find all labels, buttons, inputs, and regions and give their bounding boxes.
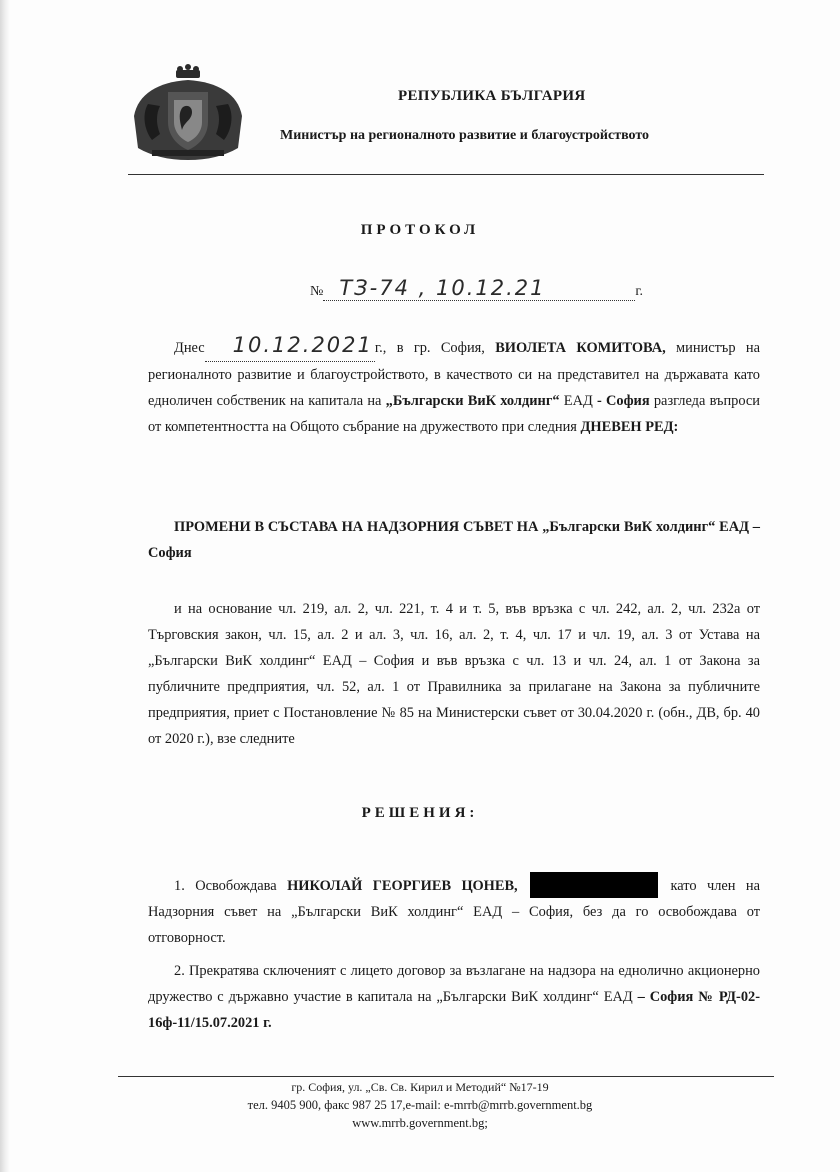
intro-text-3: ЕАД (563, 393, 593, 409)
scan-edge (0, 0, 10, 1172)
legal-basis-paragraph: и на основание чл. 219, ал. 2, чл. 221, т. 4 и т. 5, във връзка с чл. 242, ал. 2, чл. 232а от Търговския закон, чл. 15, ал. 2 и ал. 3, чл. 16, ал. 2, т. 4, чл. 17 и чл. 19, ал. 3 от Устава на „Български ВиК холдинг“ ЕАД – София и във връзка с чл. 13 и чл. 24, ал. 1 от Закона за публичните предприятия, чл. 52, ал. 1 от Правилника за прилагане на Закона за публичните предприятия, приет с Постановление № 85 на Министерски съвет от 30.04.2020 г. (обн., ДВ, бр. 40 от 2020 г.), взе следните (148, 601, 760, 747)
number-suffix: г. (635, 284, 644, 299)
company-city: - София (597, 393, 650, 409)
redaction-box (530, 872, 658, 898)
number-prefix: № (310, 284, 324, 299)
intro-text-2: министър на регионалното развитие и благоустройството, в качеството си на представител на държавата като едноличен собственик на капитала на (148, 340, 760, 409)
coat-of-arms-icon (128, 64, 248, 164)
protocol-number-line (310, 276, 643, 301)
decision-1-prefix: 1. Освобождава (174, 878, 277, 894)
agenda-label: ДНЕВЕН РЕД: (580, 419, 679, 435)
decision-2-text: 2. Прекратява сключеният с лицето договор за възлагане на надзора на еднолично акционерно дружество с държавно участие в капитала на „Български ВиК холдинг“ ЕАД (148, 963, 760, 1005)
document-title: ПРОТОКОЛ (360, 222, 480, 238)
minister-name: ВИОЛЕТА КОМИТОВА, (495, 340, 666, 356)
decision-2 (148, 958, 760, 1036)
decision-1-suffix: като член на Надзорния съвет на „Български ВиК холдинг“ ЕАД – София, без да го освобождава от отговорност. (148, 878, 760, 946)
dismissed-member-name: НИКОЛАЙ ГЕОРГИЕВ ЦОНЕВ, (287, 878, 518, 894)
republic-heading: РЕПУБЛИКА БЪЛГАРИЯ (398, 88, 586, 104)
day-label: Днес (174, 340, 205, 356)
intro-paragraph (148, 332, 760, 440)
footer-divider (118, 1076, 774, 1077)
handwritten-protocol-number: ТЗ-74 , 10.12.21 (339, 276, 546, 300)
company-name: „Български ВиК холдинг“ (385, 393, 560, 409)
decision-1 (148, 872, 760, 951)
decisions-heading: РЕШЕНИЯ: (361, 805, 479, 821)
footer-contacts: тел. 9405 900, факс 987 25 17,e-mail: e-mrrb@mrrb.government.bg (247, 1098, 593, 1112)
contract-reference: – София № РД-02-16ф-11/15.07.2021 г. (148, 989, 760, 1031)
handwritten-date: 10.12.2021 (232, 333, 373, 357)
header-divider (128, 174, 764, 175)
agenda-item: ПРОМЕНИ В СЪСТАВА НА НАДЗОРНИЯ СЪВЕТ НА „Български ВиК холдинг“ ЕАД – София (148, 519, 760, 561)
ministry-heading: Министър на регионалното развитие и благоустройството (280, 128, 650, 143)
footer-address: гр. София, ул. „Св. Св. Кирил и Методий“ №17-19 (291, 1080, 549, 1094)
intro-text-1: г., в гр. София, (374, 340, 485, 356)
footer-website: www.mrrb.government.bg; (352, 1116, 488, 1130)
intro-text-4: разгледа въпроси от компетентността на Общото събрание на дружеството при следния (148, 393, 761, 435)
